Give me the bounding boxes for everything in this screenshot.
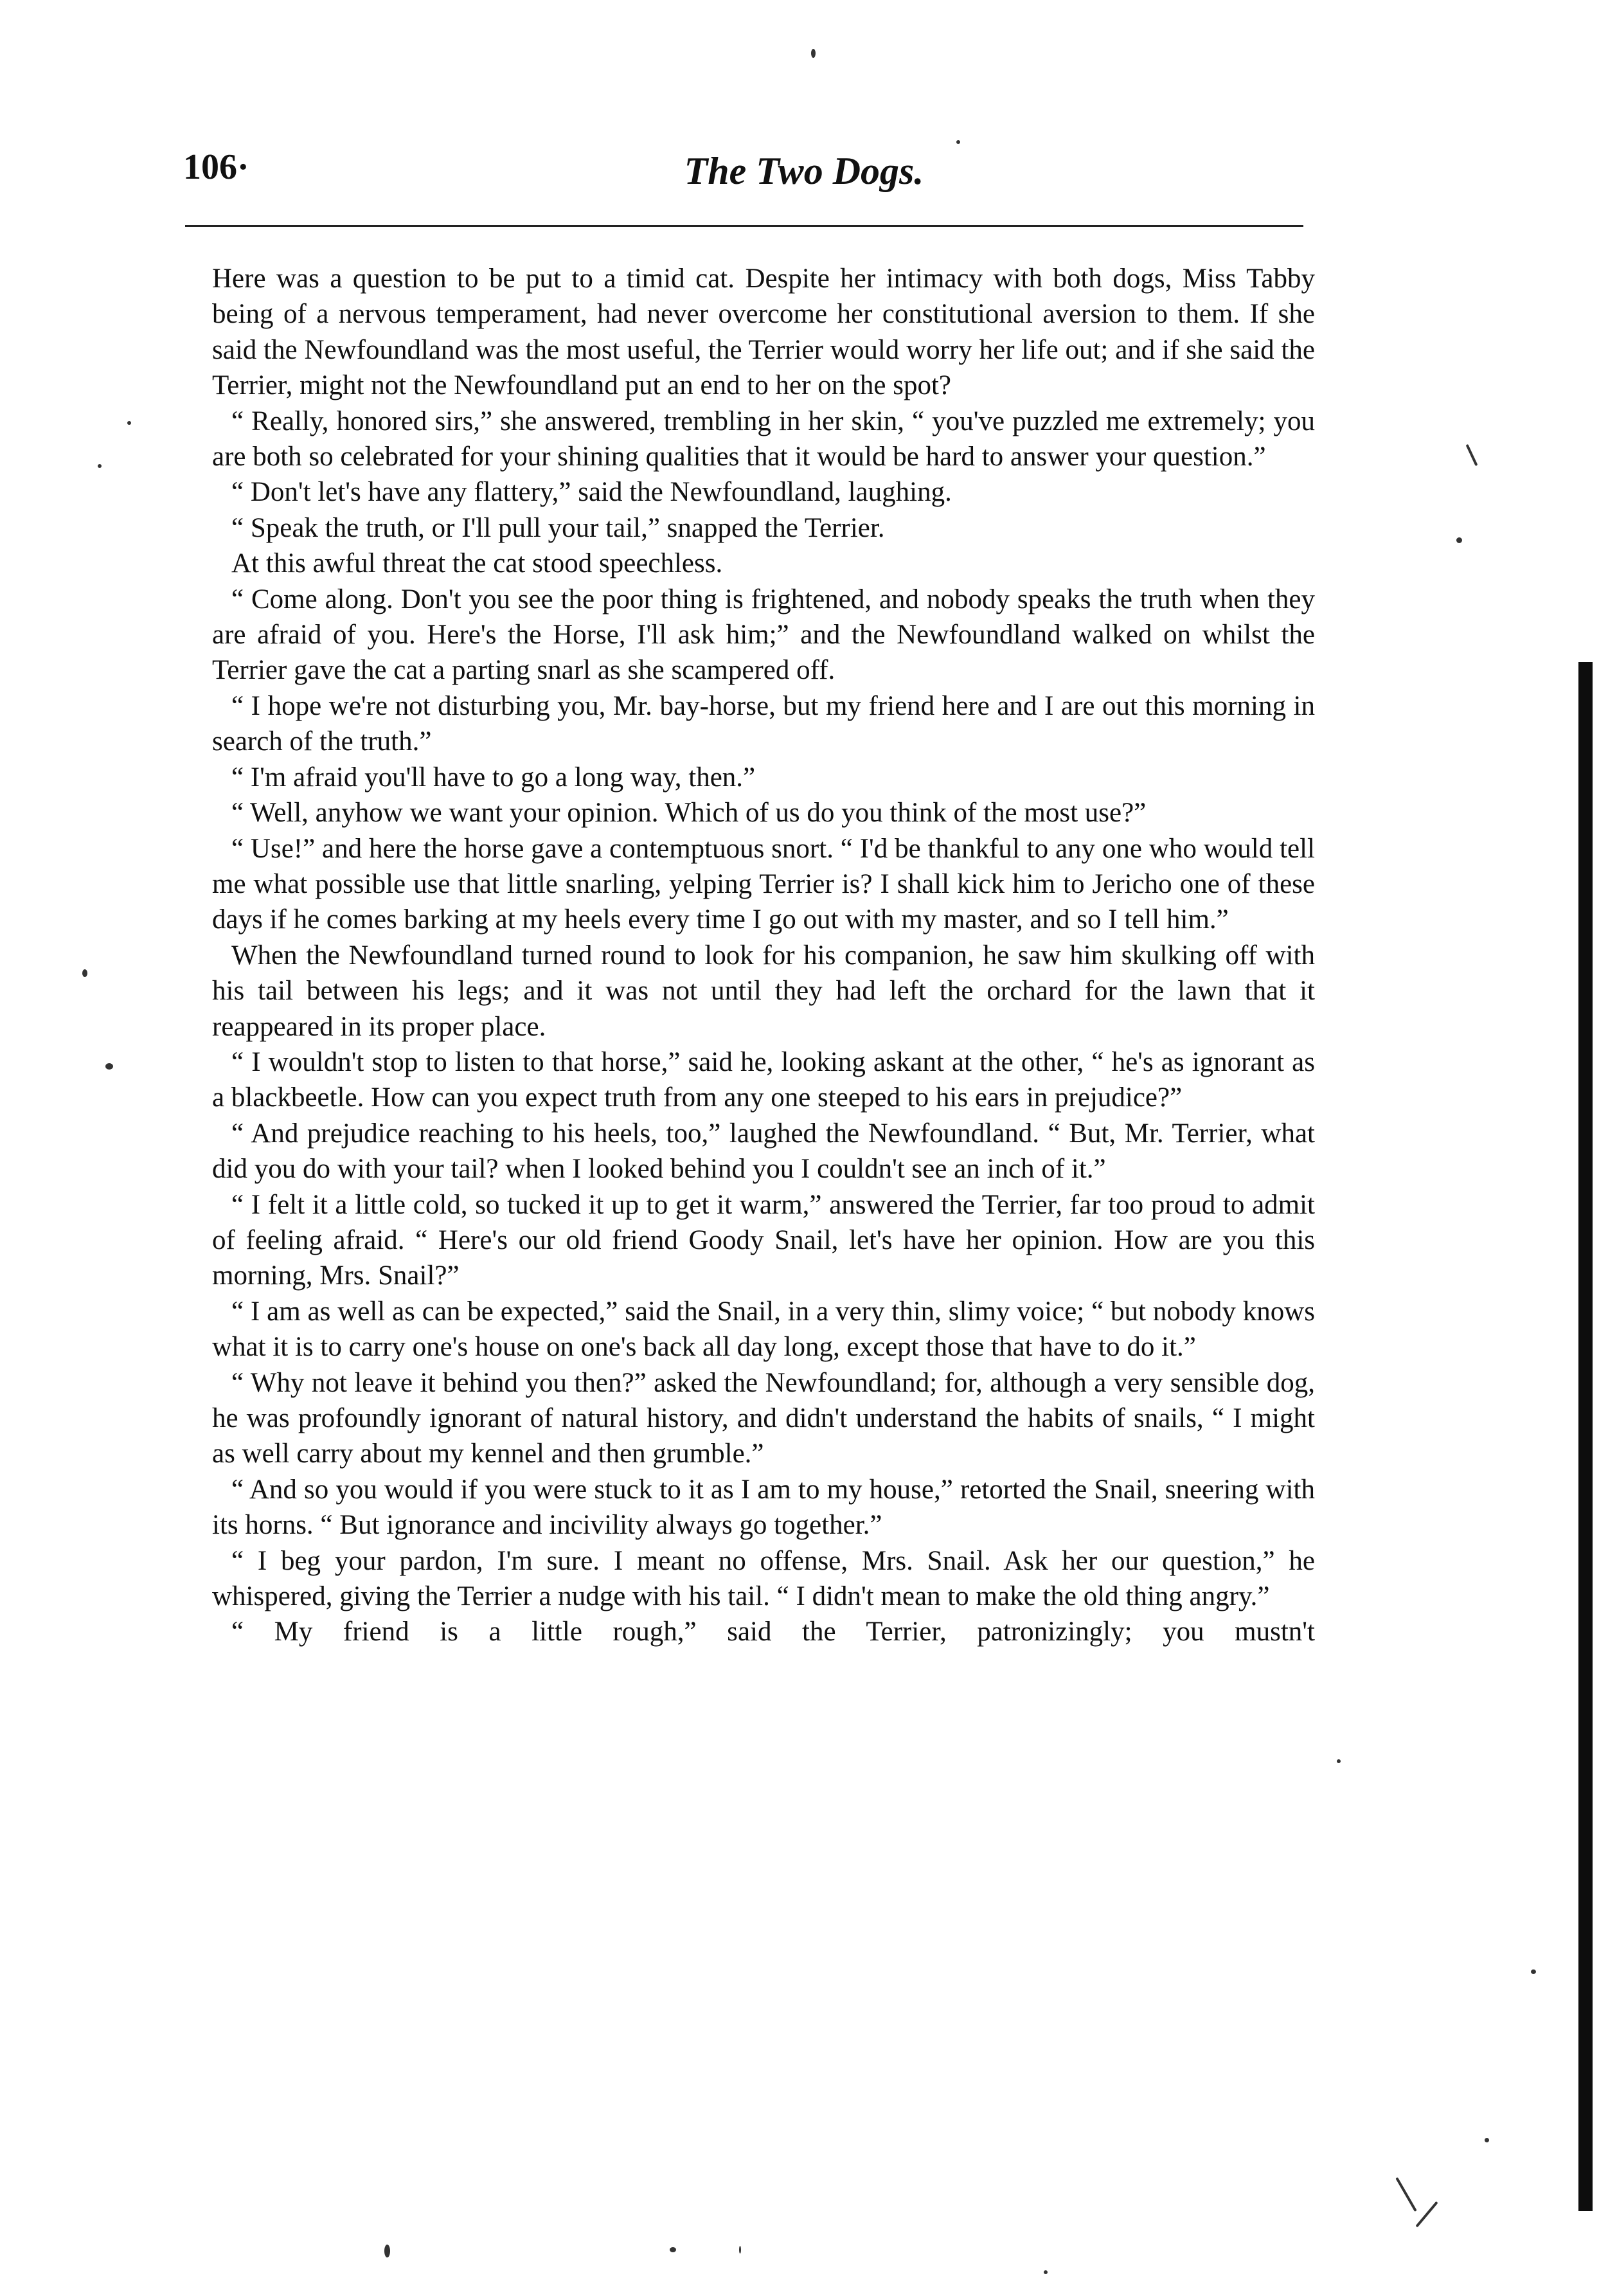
scan-speck [82,969,87,977]
header-rule [185,225,1303,227]
paragraph: “ I am as well as can be expected,” said the Snail, in a very thin, slimy voice; “ but nobody knows what it is to carry one's house on one's back all day long, except those that have to do it.” [212,1296,1315,1363]
paragraph: “ I wouldn't stop to listen to that horse,” said he, looking askant at the other, “ he's as ignorant as a blackbeetle. How can you expect truth from any one steeped to his ears in prejudice?” [212,1046,1315,1113]
scan-edge-shadow [1578,662,1593,2211]
scan-speck [384,2245,390,2257]
paragraph: “ My friend is a little rough,” said the Terrier, patronizingly; you mustn't [231,1617,1315,1647]
scan-speck [1044,2270,1048,2274]
paragraph: “ And so you would if you were stuck to it as I am to my house,” retorted the Snail, sneering with its horns. “ But ignorance and incivility always go together.” [212,1474,1315,1541]
scan-speck [1485,2138,1489,2142]
paragraph: “ Come along. Don't you see the poor thing is frightened, and nobody speaks the truth when they are afraid of you. Here's the Horse, I'll ask him;” and the Newfoundland walked on whilst the Terrier gave the cat a parting snarl as she scampered off. [212,584,1315,686]
scan-speck [956,140,960,144]
paragraph: “ Well, anyhow we want your opinion. Which of us do you think of the most use?” [231,798,1147,829]
running-title: The Two Dogs. [684,150,924,192]
paragraph: “ Speak the truth, or I'll pull your tail,” snapped the Terrier. [231,512,885,543]
paragraph: “ I'm afraid you'll have to go a long way, then.” [231,762,756,793]
paragraph: “ I hope we're not disturbing you, Mr. bay-horse, but my friend here and I are out this morning in search of the truth.” [212,690,1315,757]
paragraph: “ Really, honored sirs,” she answered, trembling in her skin, “ you've puzzled me extremely; you are both so celebrated for your shining qualities that it would be hard to answer your question.” [212,406,1315,472]
scan-speck [1466,444,1478,466]
paragraph: Here was a question to be put to a timid cat. Despite her intimacy with both dogs, Miss Tabby being of a nervous temperament, had never overcome her constitutional aversion to them. If she said the Newfoundland was the most useful, the Terrier would worry her life out; and if she said the Terrier, might not the Newfoundland put an end to her on the spot? [212,264,1315,401]
paragraph: “ I felt it a little cold, so tucked it up to get it warm,” answered the Terrier, far too proud to admit of feeling afraid. “ Here's our old friend Goody Snail, let's have her opinion. How are you this morning, Mrs. Snail?” [212,1189,1315,1291]
paragraph: “ Don't let's have any flattery,” said the Newfoundland, laughing. [231,477,952,508]
page-number: 106· [183,147,249,187]
scan-speck [1456,537,1462,543]
paragraph: At this awful threat the cat stood speechless. [231,548,723,579]
scan-speck [739,2246,741,2254]
text-body [212,261,1315,1650]
paragraph: When the Newfoundland turned round to look for his companion, he saw him skulking off with his tail between his legs; and it was not until they had left the orchard for the lawn that it reappeared in its proper place. [212,940,1315,1042]
paragraph: “ I beg your pardon, I'm sure. I meant no offense, Mrs. Snail. Ask her our question,” he whispered, giving the Terrier a nudge with his tail. “ I didn't mean to make the old thing angry.” [212,1545,1315,1612]
scan-speck [1395,2177,1416,2212]
paragraph: “ Why not leave it behind you then?” asked the Newfoundland; for, although a very sensible dog, he was profoundly ignorant of natural history, and didn't understand the habits of snails, “ I might as well carry about my kennel and then grumble.” [212,1367,1315,1469]
scan-speck [105,1063,113,1070]
scan-speck [98,464,102,468]
scan-speck [1531,1969,1536,1974]
scan-speck [1415,2202,1438,2228]
paragraph: “ And prejudice reaching to his heels, too,” laughed the Newfoundland. “ But, Mr. Terrier, what did you do with your tail? when I looked behind you I couldn't see an inch of it.” [212,1118,1315,1185]
scan-speck [127,421,131,425]
scan-speck [811,49,816,58]
scan-speck [1337,1759,1341,1763]
scan-speck [670,2247,676,2252]
paragraph: “ Use!” and here the horse gave a contemptuous snort. “ I'd be thankful to any one who would tell me what possible use that little snarling, yelping Terrier is? I shall kick him to Jericho one of these days if he comes barking at my heels every time I go out with my master, and so I tell him.” [212,833,1315,935]
